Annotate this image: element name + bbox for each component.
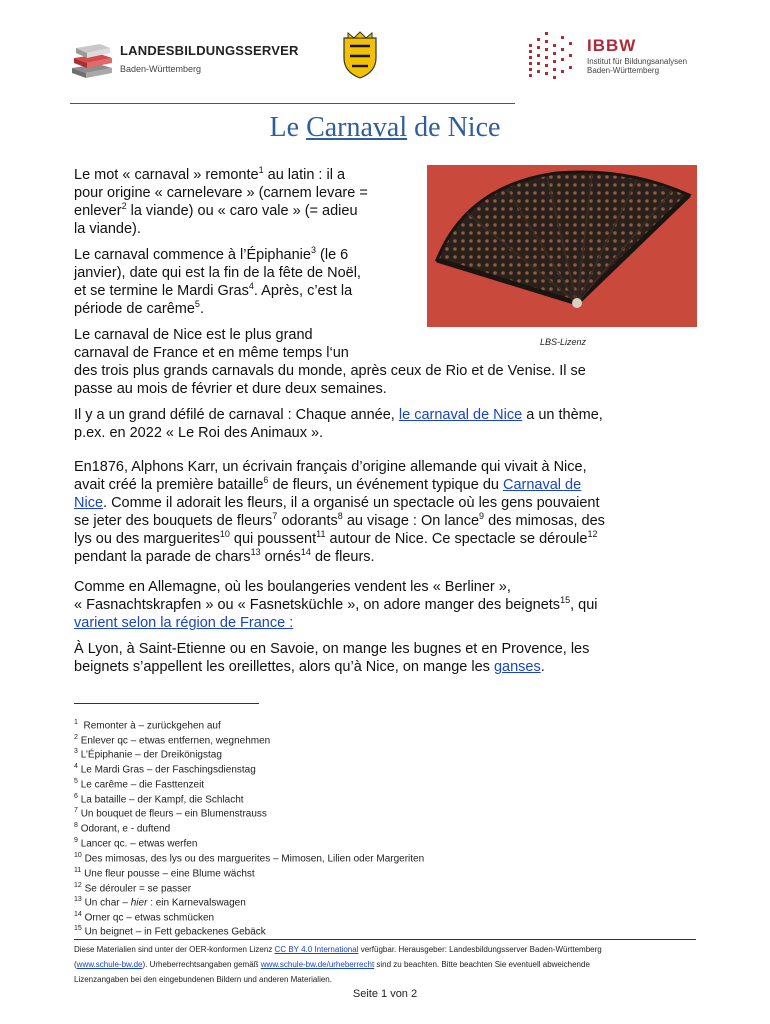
paragraph-4	[74, 406, 603, 442]
title-part-1: Le	[269, 112, 307, 143]
footnote-10	[74, 850, 424, 865]
footnote-ref[interactable]: 12	[587, 529, 598, 540]
text: pour origine « carnelevare » (carnem levare =	[74, 185, 368, 201]
footnote-text: Orner qc – etwas schmücken	[84, 912, 215, 924]
text: odorants	[281, 513, 338, 529]
paragraph-6	[74, 578, 598, 632]
text: carnaval de France et en même temps l‘un	[74, 345, 349, 361]
books-stack-icon	[70, 38, 114, 82]
text: avait créé la première bataille	[74, 477, 264, 493]
text: ornés	[264, 549, 301, 565]
text: Le carnaval de Nice est le plus grand	[74, 327, 313, 343]
footnote-number: 14	[74, 911, 82, 918]
footnote-number: 4	[74, 763, 78, 770]
text: de fleurs.	[314, 549, 375, 565]
ibbw-line-1: Institut für Bildungsanalysen	[587, 57, 688, 66]
text: Le mot « carnaval » remonte	[74, 167, 259, 183]
footnote-italic: hier	[130, 897, 148, 909]
text: À Lyon, à Saint-Etienne ou en Savoie, on mange les bugnes et en Provence, les	[74, 641, 590, 657]
text: des trois plus grands carnavals du monde, après ceux de Rio et de Venise. Il se	[74, 363, 586, 379]
footnote-13	[74, 894, 246, 909]
text: ). Urheberrechtsangaben gemäß	[142, 960, 259, 969]
footnote-ref[interactable]: 4	[248, 281, 254, 292]
text: (le 6	[320, 247, 349, 263]
link-urheberrecht[interactable]: www.schule-bw.de/urheberrecht	[260, 960, 375, 969]
paragraph-3	[74, 326, 586, 398]
text: Diese Materialien sind unter der OER-konformen Lizenz	[74, 945, 273, 954]
text: au latin : il a	[267, 167, 346, 183]
footnote-number: 5	[74, 778, 78, 785]
link-carnaval-de-nice[interactable]: le carnaval de Nice	[398, 407, 523, 423]
text: (	[74, 960, 77, 969]
footnote-ref[interactable]: 6	[263, 475, 269, 486]
footnote-text: Enlever qc – etwas entfernen, wegnehmen	[80, 735, 271, 747]
ibbw-line-2: Baden-Württemberg	[587, 66, 660, 75]
footnote-text: Odorant, e - duftend	[80, 823, 171, 835]
image-caption: LBS-Lizenz	[540, 337, 587, 347]
text: . Comme il adorait les fleurs, il a organisé un spectacle où les gens pouvaient	[103, 495, 600, 511]
title-part-2: de Nice	[407, 112, 501, 143]
legal-divider	[74, 939, 696, 940]
text: a un thème,	[526, 407, 603, 423]
footnote-5	[74, 776, 204, 791]
text: Comme en Allemagne, où les boulangeries vendent les « Berliner »,	[74, 579, 511, 595]
lbs-subtitle: Baden-Württemberg	[120, 64, 202, 74]
landesbildungsserver-logo[interactable]	[70, 38, 300, 82]
footnote-ref[interactable]: 7	[272, 511, 278, 522]
text: la viande).	[74, 221, 141, 237]
baden-wuerttemberg-crest-icon	[340, 30, 380, 80]
footnote-ref[interactable]: 1	[258, 165, 264, 176]
link-cc-by-license[interactable]: CC BY 4.0 International	[274, 945, 359, 954]
footnote-number: 1	[74, 719, 78, 726]
footnote-text: Se dérouler = se passer	[84, 883, 192, 895]
footnote-ref[interactable]: 13	[250, 547, 261, 558]
footnote-text: L’Épiphanie – der Dreikönigstag	[80, 749, 222, 761]
lbs-title: LANDESBILDUNGSSERVER	[120, 43, 299, 58]
link-varient-selon-region[interactable]: varient selon la région de France :	[74, 615, 294, 631]
ibbw-dots-icon	[525, 30, 583, 82]
footnote-number: 7	[74, 807, 78, 814]
text: des mimosas, des	[488, 513, 605, 529]
footnote-number: 12	[74, 882, 82, 889]
footnote-1	[74, 717, 221, 732]
footnote-ref[interactable]: 2	[121, 201, 127, 212]
footnote-ref[interactable]: 3	[310, 245, 316, 256]
footnote-4	[74, 761, 256, 776]
paragraph-7	[74, 640, 589, 676]
footnote-text: Un char –	[84, 897, 131, 909]
text: p.ex. en 2022 « Le Roi des Animaux ».	[74, 425, 324, 441]
footnote-text: Un bouquet de fleurs – ein Blumenstrauss	[80, 808, 267, 820]
text: Lizenzangaben bei den eingebundenen Bildern und anderen Materialien.	[74, 975, 332, 984]
text: Le carnaval commence à l’Épiphanie	[74, 247, 311, 263]
link-ganses[interactable]: ganses	[493, 659, 541, 675]
hand-fan-icon	[427, 165, 697, 327]
footnote-ref[interactable]: 9	[479, 511, 485, 522]
text: janvier), date qui est la fin de la fête de Noël,	[74, 265, 361, 281]
text: .	[540, 659, 545, 675]
text: , qui	[570, 597, 598, 613]
footnote-number: 9	[74, 837, 78, 844]
title-part-underlined: Carnaval	[306, 112, 408, 143]
footnote-ref[interactable]: 14	[300, 547, 311, 558]
footnote-text: Remonter à – zurückgehen auf	[83, 720, 221, 732]
text: période de carême	[74, 301, 195, 317]
text: se jeter des bouquets de fleurs	[74, 513, 273, 529]
footnote-text: Lancer qc. – etwas werfen	[80, 838, 198, 850]
text: En1876, Alphons Karr, un écrivain français d’origine allemande qui vivait à Nice,	[74, 459, 587, 475]
link-carnaval-de[interactable]: Carnaval de	[503, 477, 582, 493]
footnote-number: 11	[74, 867, 82, 874]
fan-photo	[427, 165, 697, 327]
text: « Fasnachtskrapfen » ou « Fasnetsküchle », on adore manger des beignets	[74, 597, 561, 613]
text: verfügbar. Herausgeber: Landesbildungsserver Baden-Württemberg	[360, 945, 602, 954]
footnote-number: 8	[74, 822, 78, 829]
footnote-11	[74, 865, 255, 880]
link-nice[interactable]: Nice	[74, 495, 104, 511]
footnote-ref[interactable]: 8	[337, 511, 343, 522]
footnote-number: 10	[74, 852, 82, 859]
paragraph-2	[74, 246, 361, 318]
footnote-number: 3	[74, 748, 78, 755]
footnote-8	[74, 820, 170, 835]
text: au visage : On lance	[346, 513, 480, 529]
footnote-text: : ein Karnevalswagen	[150, 897, 246, 909]
text: beignets s’appellent les oreillettes, alors qu’à Nice, on mange les	[74, 659, 490, 675]
link-schule-bw[interactable]: www.schule-bw.de	[76, 960, 143, 969]
text: autour de Nice. Ce spectacle se déroule	[329, 531, 588, 547]
text: lys ou des marguerites	[74, 531, 220, 547]
footnote-3	[74, 746, 222, 761]
footnote-number: 13	[74, 896, 82, 903]
footnote-text: Un beignet – in Fett gebackenes Gebäck	[84, 926, 266, 938]
text: la viande) ou « caro vale » (= adieu	[130, 203, 358, 219]
text: et se termine le Mardi Gras	[74, 283, 249, 299]
text: de fleurs, un événement typique du	[272, 477, 499, 493]
footnote-ref[interactable]: 10	[219, 529, 230, 540]
footnote-divider	[74, 703, 259, 704]
text: pendant la parade de chars	[74, 549, 251, 565]
header-divider	[70, 103, 515, 104]
text: .	[199, 301, 204, 317]
paragraph-1	[74, 166, 368, 238]
footnote-text: La bataille – der Kampf, die Schlacht	[80, 794, 244, 806]
footnote-number: 2	[74, 734, 78, 741]
footnote-ref[interactable]: 15	[560, 595, 571, 606]
footnote-7	[74, 805, 267, 820]
footnote-9	[74, 835, 197, 850]
footnote-number: 6	[74, 793, 78, 800]
footnote-text: Une fleur pousse – eine Blume wächst	[84, 868, 255, 880]
text: enlever	[74, 203, 122, 219]
license-notice	[74, 942, 704, 987]
text: Il y a un grand défilé de carnaval : Chaque année,	[74, 407, 395, 423]
ibbw-name: IBBW	[587, 36, 637, 55]
ibbw-institute-text	[587, 57, 687, 75]
ibbw-logo[interactable]	[525, 30, 725, 82]
footnote-text: Le Mardi Gras – der Faschingsdienstag	[80, 764, 256, 776]
text: . Après, c’est la	[253, 283, 353, 299]
footnote-text: Des mimosas, des lys ou des marguerites – Mimosen, Lilien oder Margeriten	[84, 853, 425, 865]
paragraph-5	[74, 458, 605, 566]
footnote-number: 15	[74, 925, 82, 932]
footnote-ref[interactable]: 11	[316, 529, 326, 540]
text: passe au mois de février et dure deux semaines.	[74, 381, 387, 397]
footnote-15	[74, 923, 266, 938]
footnote-text: Le carême – die Fasttenzeit	[80, 779, 205, 791]
text: sind zu beachten. Bitte beachten Sie eventuell abweichende	[376, 960, 590, 969]
footnote-ref[interactable]: 5	[194, 299, 200, 310]
page-number: Seite 1 von 2	[352, 988, 418, 1000]
text: qui poussent	[233, 531, 317, 547]
page-title	[0, 112, 770, 144]
